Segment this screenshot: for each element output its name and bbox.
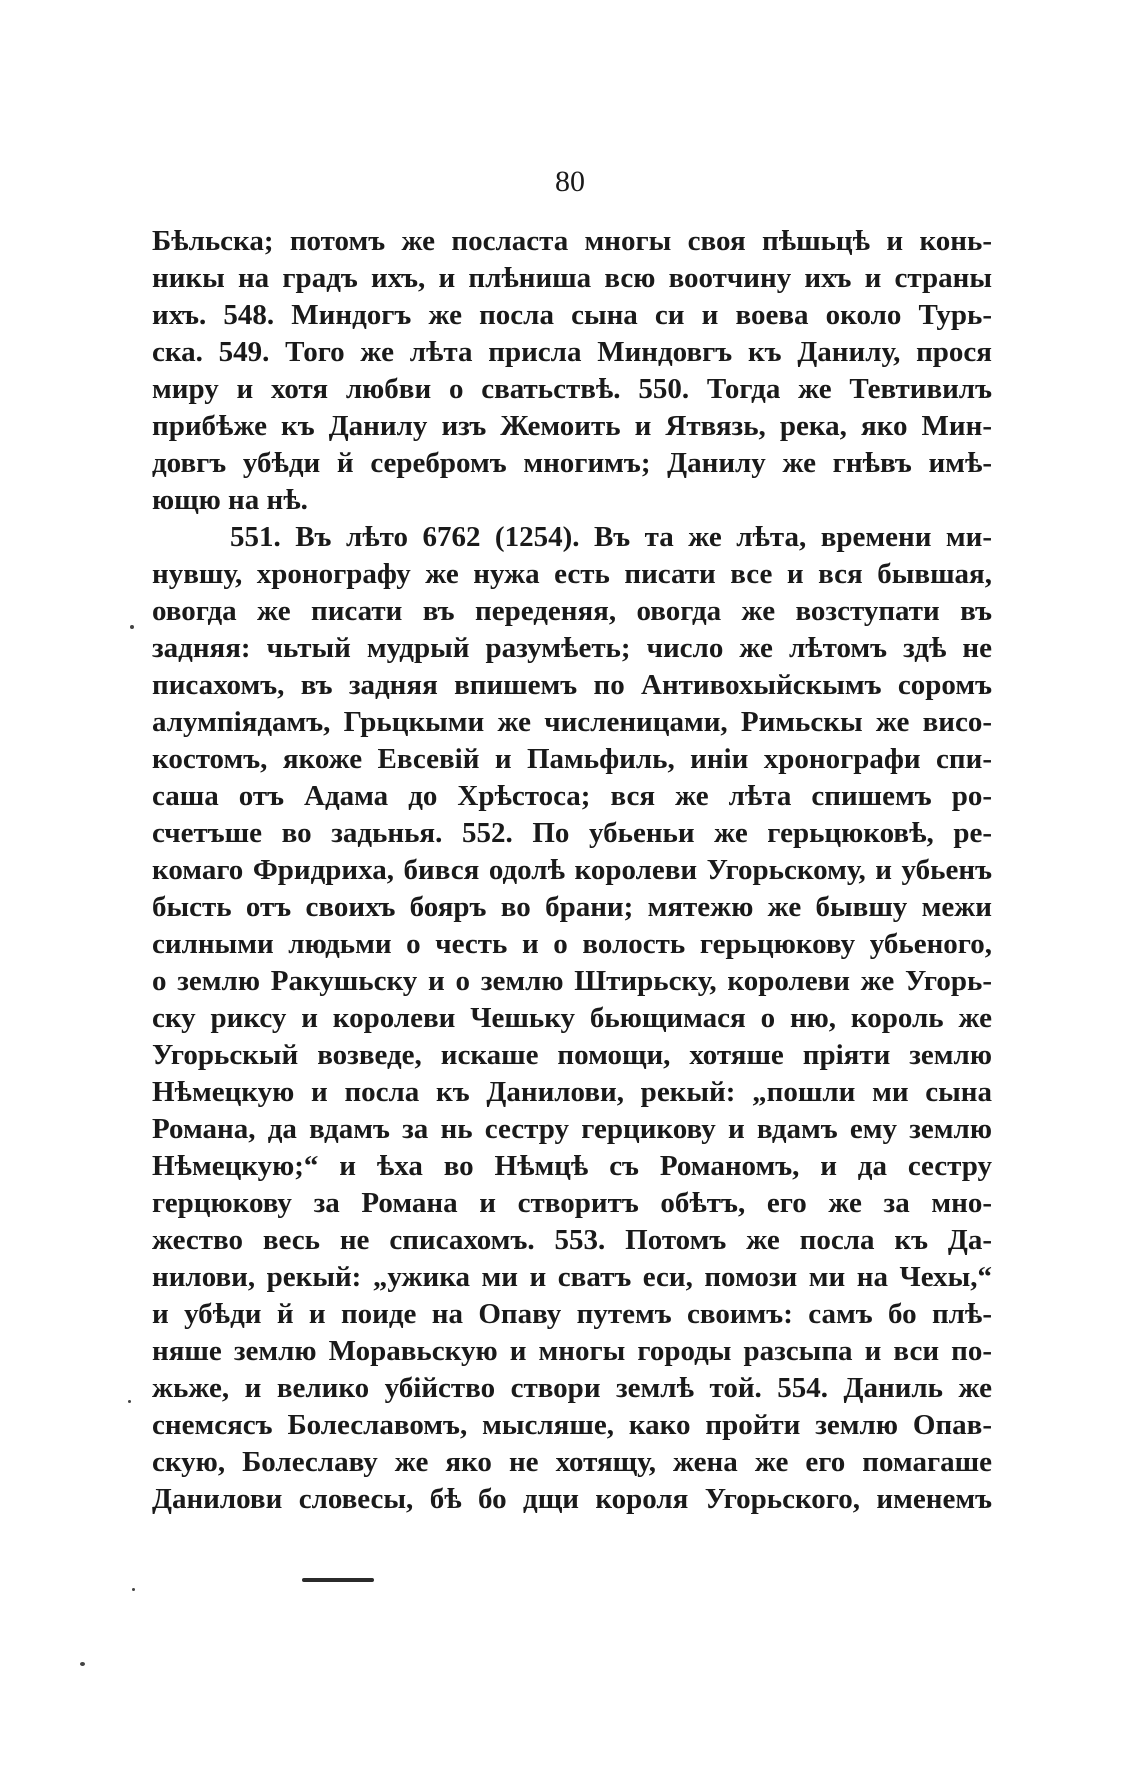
text-line: нувшу, хронографу же нужа есть писати все и вся бывшая, xyxy=(152,558,992,590)
text-line: силными людьми о честь и о волость герьцюкову убьеного, xyxy=(152,928,992,960)
scan-speck xyxy=(128,1400,131,1403)
text-line: довгъ убѣди й серебромъ многимъ; Данилу же гнѣвъ имѣ- xyxy=(152,447,992,479)
text-line: прибѣже къ Данилу изъ Жемоить и Ятвязь, река, яко Мин- xyxy=(152,410,992,442)
text-line: нилови, рекый: „ужика ми и сватъ еси, помози ми на Чехы,“ xyxy=(152,1261,992,1293)
text-line: комаго Фридриха, бився одолѣ королеви Угорьскому, и убьенъ xyxy=(152,854,992,886)
body-text xyxy=(152,223,992,1518)
text-line: бысть отъ своихъ бояръ во брани; мятежю же бывшу межи xyxy=(152,891,992,923)
text-line: Нѣмецкую;“ и ѣха во Нѣмцѣ съ Романомъ, и да сестру xyxy=(152,1150,992,1182)
text-line: саша отъ Адама до Хрѣстоса; вся же лѣта спишемъ ро- xyxy=(152,780,992,812)
text-line: и убѣди й и поиде на Опаву путемъ своимъ: самъ бо плѣ- xyxy=(152,1298,992,1330)
text-line: костомъ, якоже Евсевій и Памьфиль, иніи хронографи спи- xyxy=(152,743,992,775)
scan-speck xyxy=(132,1588,135,1591)
text-line: никы на градъ ихъ, и плѣниша всю воотчину ихъ и страны xyxy=(152,262,992,294)
printer-mark xyxy=(302,1578,374,1582)
text-line: овогда же писати въ переденяя, овогда же возступати въ xyxy=(152,595,992,627)
page-number: 80 xyxy=(555,165,585,198)
text-line: Нѣмецкую и посла къ Данилови, рекый: „пошли ми сына xyxy=(152,1076,992,1108)
text-line: Романа, да вдамъ за нь сестру герцикову и вдамъ ему землю xyxy=(152,1113,992,1145)
text-line: алумпіядамъ, Грьцкыми же численицами, Римьскы же висо- xyxy=(152,706,992,738)
scan-speck xyxy=(80,1662,85,1666)
text-line: ска. 549. Того же лѣта присла Миндовгъ къ Данилу, прося xyxy=(152,336,992,368)
text-line: Угорьскый возведе, искаше помощи, хотяше пріяти землю xyxy=(152,1039,992,1071)
text-line: герцюкову за Романа и створитъ обѣтъ, его же за мно- xyxy=(152,1187,992,1219)
text-line: о землю Ракушьску и о землю Штирьску, королеви же Угорь- xyxy=(152,965,992,997)
text-line: ску риксу и королеви Чешьку бьющимася о ню, король же xyxy=(152,1002,992,1034)
scan-speck xyxy=(130,625,134,629)
text-line: ихъ. 548. Миндогъ же посла сына си и воева около Турь- xyxy=(152,299,992,331)
text-line: ющю на нѣ. xyxy=(152,484,308,516)
text-line: 551. Въ лѣто 6762 (1254). Въ та же лѣта, времени ми- xyxy=(230,521,992,553)
text-line: писахомъ, въ задняя впишемъ по Антивохыйскымъ соромъ xyxy=(152,669,992,701)
text-line: скую, Болеславу же яко не хотящу, жена же его помагаше xyxy=(152,1446,992,1478)
text-line: счетъше во задьнья. 552. По убьеньи же герьцюковѣ, ре- xyxy=(152,817,992,849)
text-line: снемсясъ Болеславомъ, мысляше, како пройти землю Опав- xyxy=(152,1409,992,1441)
text-line: жество весь не списахомъ. 553. Потомъ же посла къ Да- xyxy=(152,1224,992,1256)
text-line: жьже, и велико убійство створи землѣ той. 554. Даниль же xyxy=(152,1372,992,1404)
text-line: миру и хотя любви о сватьствѣ. 550. Тогда же Тевтивилъ xyxy=(152,373,992,405)
text-line: задняя: чьтый мудрый разумѣеть; число же лѣтомъ здѣ не xyxy=(152,632,992,664)
text-line: няше землю Моравьскую и многы городы разсыпа и вси по- xyxy=(152,1335,992,1367)
text-line: Данилови словесы, бѣ бо дщи короля Угорьского, именемъ xyxy=(152,1483,992,1515)
text-line: Бѣльска; потомъ же посласта многы своя пѣшьцѣ и конь- xyxy=(152,225,992,257)
